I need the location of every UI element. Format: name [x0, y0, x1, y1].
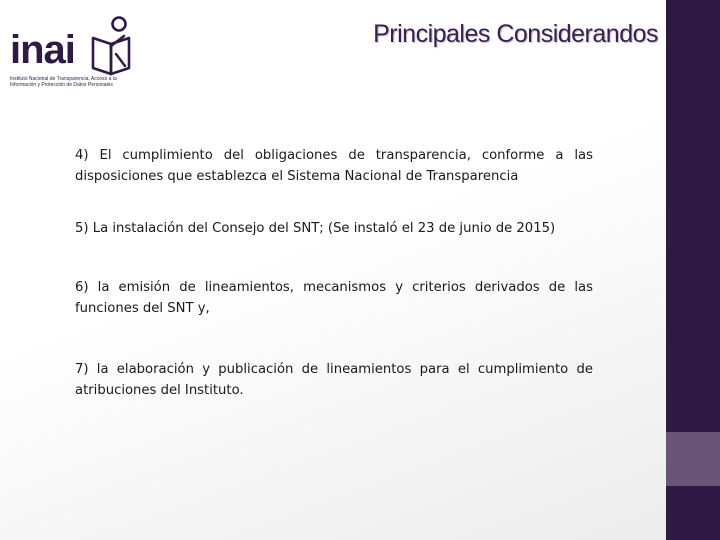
logo-wordmark: inai	[10, 28, 75, 72]
slide-title: Principales Considerandos	[373, 20, 658, 48]
paragraph-5: 5) La instalación del Consejo del SNT; (Se instaló el 23 de junio de 2015)	[75, 221, 556, 236]
paragraph-4: 4) El cumplimiento del obligaciones de transparencia, conforme a las disposiciones que establezca el Sistema Nacional de Transparencia	[75, 148, 593, 184]
inai-logo	[10, 16, 135, 92]
side-bar-accent-block	[666, 432, 720, 486]
logo-tagline	[10, 76, 135, 88]
logo-tagline-line-1: Instituto Nacional de Transparencia, Acceso a la	[10, 76, 117, 82]
logo-tagline-line-2: Información y Protección de Datos Personales	[10, 82, 113, 88]
person-reading-icon	[89, 16, 133, 78]
paragraph-6: 6) la emisión de lineamientos, mecanismos y criterios derivados de las funciones del SNT y,	[75, 280, 593, 316]
paragraph-7: 7) la elaboración y publicación de lineamientos para el cumplimiento de atribuciones del Instituto.	[75, 362, 593, 398]
